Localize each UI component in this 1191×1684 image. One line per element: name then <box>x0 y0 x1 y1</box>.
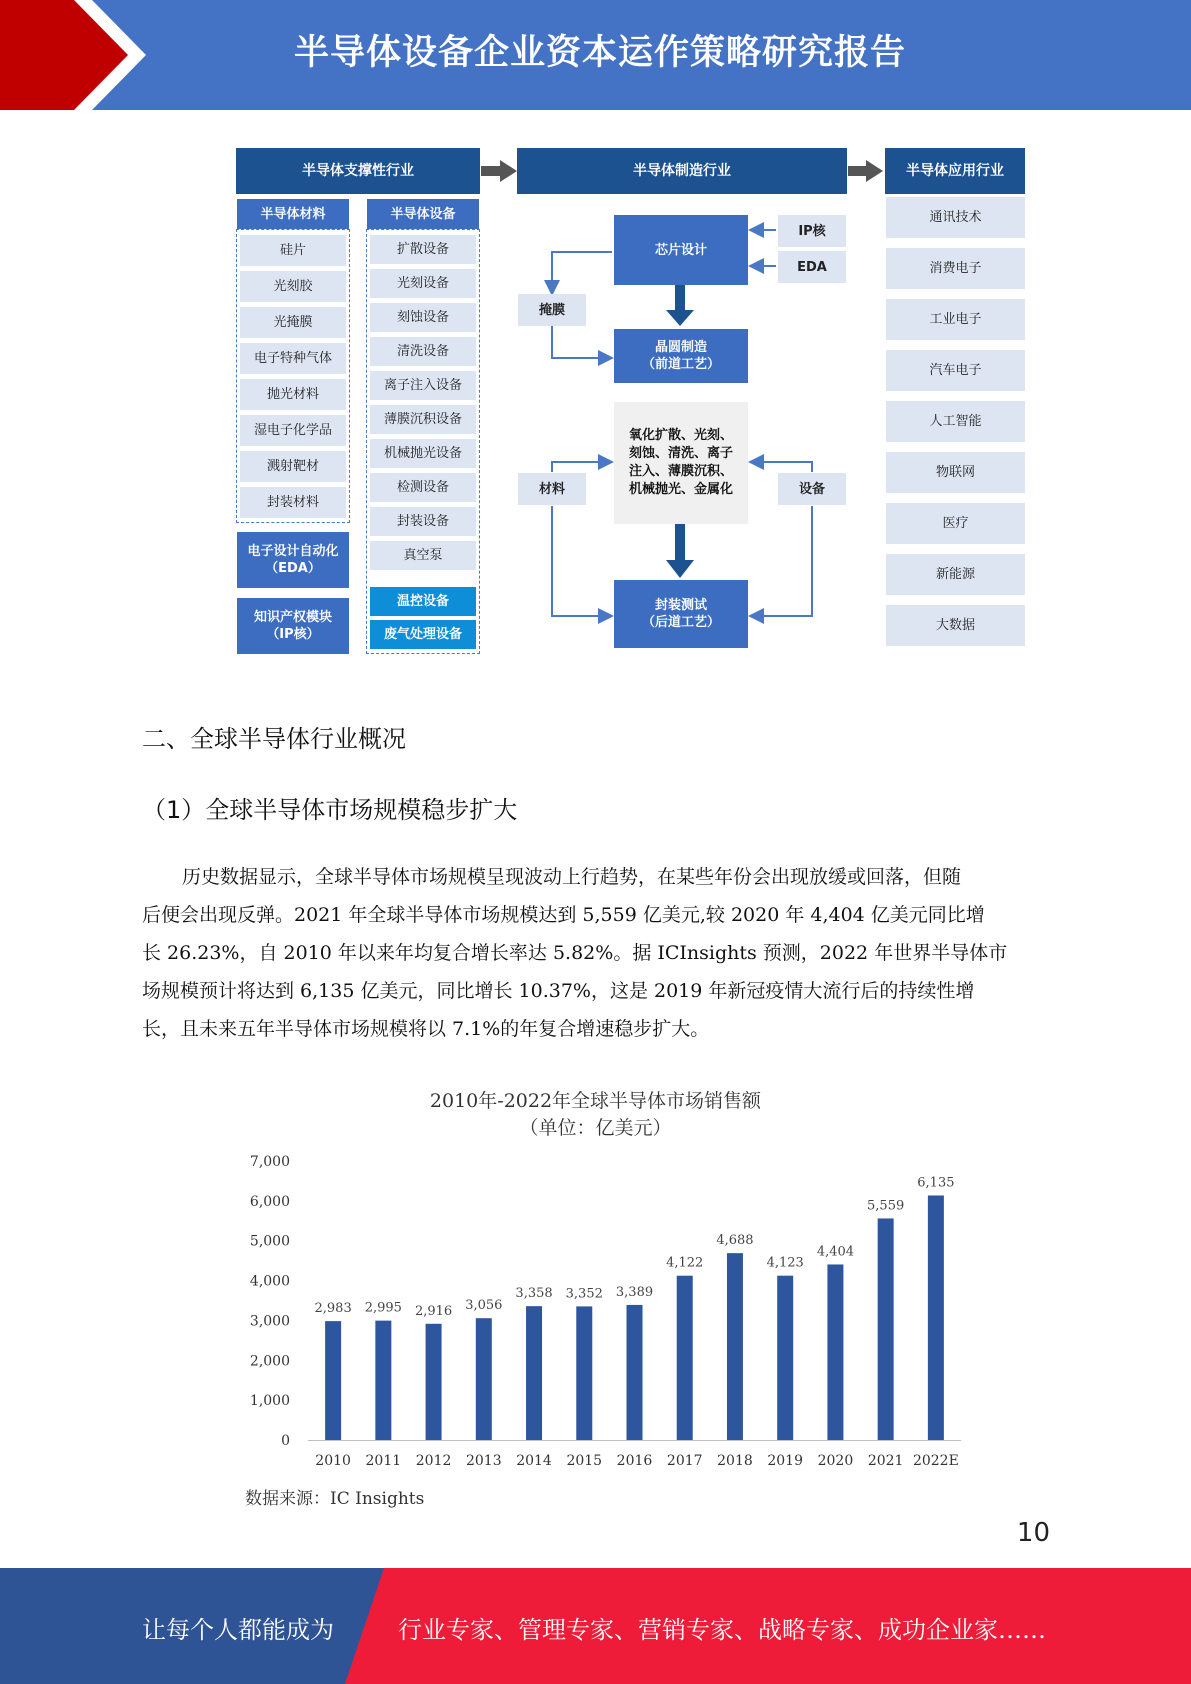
bar <box>677 1276 693 1440</box>
material-item: 抛光材料 <box>240 379 346 410</box>
paragraph-line: 后便会出现反弹。2021 年全球半导体市场规模达到 5,559 亿美元,较 2020 年 4,404 亿美元同比增 <box>142 904 985 926</box>
paragraph-line: 长，且未来五年半导体市场规模将以 7.1%的年复合增速稳步扩大。 <box>142 1018 710 1040</box>
equipment-item-highlight: 废气处理设备 <box>370 620 476 649</box>
application-item: 大数据 <box>886 605 1025 646</box>
y-tick-label: 2,000 <box>249 1353 290 1370</box>
application-item: 工业电子 <box>886 299 1025 340</box>
bar <box>325 1321 341 1440</box>
equipment-item: 检测设备 <box>370 473 476 502</box>
bar <box>526 1306 542 1440</box>
bar <box>827 1264 843 1440</box>
bar-value-label: 2,995 <box>364 1300 402 1316</box>
y-tick-label: 7,000 <box>249 1154 290 1170</box>
application-item: 消费电子 <box>886 248 1025 289</box>
equipment-item: 清洗设备 <box>370 337 476 366</box>
x-tick-label: 2016 <box>616 1453 653 1469</box>
bar <box>878 1218 894 1440</box>
material-item: 电子特种气体 <box>240 343 346 374</box>
application-item: 通讯技术 <box>886 197 1025 238</box>
eda-small-box: EDA <box>778 251 846 283</box>
ip-box: 知识产权模块 （IP核） <box>237 598 349 654</box>
equipment-item: 封装设备 <box>370 507 476 536</box>
process-steps-box: 氧化扩散、光刻、 刻蚀、清洗、离子 注入、薄膜沉积、 机械抛光、金属化 <box>614 402 748 524</box>
equipment-item: 真空泵 <box>370 541 476 570</box>
x-tick-label: 2021 <box>867 1453 904 1469</box>
support-industry-title: 半导体支撑性行业 <box>236 148 480 194</box>
bar-value-label: 4,404 <box>816 1244 855 1260</box>
y-tick-label: 4,000 <box>249 1273 290 1290</box>
equipment-label-box: 设备 <box>778 473 846 505</box>
bar-value-label: 3,358 <box>515 1286 553 1302</box>
x-tick-label: 2013 <box>465 1453 502 1469</box>
bar <box>375 1321 391 1440</box>
bar <box>727 1253 743 1440</box>
header-title: 半导体设备企业资本运作策略研究报告 <box>293 33 906 73</box>
chart-source: 数据来源：IC Insights <box>245 1489 425 1509</box>
paragraph-line: 历史数据显示，全球半导体市场规模呈现波动上行趋势，在某些年份会出现放缓或回落，但随 <box>182 866 962 888</box>
manufacturing-industry-title: 半导体制造行业 <box>517 148 847 194</box>
x-tick-label: 2017 <box>666 1453 703 1469</box>
bar-value-label: 3,056 <box>465 1298 503 1314</box>
material-item: 溅射靶材 <box>240 451 346 482</box>
x-tick-label: 2012 <box>415 1453 452 1469</box>
application-item: 医疗 <box>886 503 1025 544</box>
material-item: 硅片 <box>240 235 346 266</box>
section-subheading: （1）全球半导体市场规模稳步扩大 <box>142 796 518 824</box>
equipment-title: 半导体设备 <box>367 199 479 229</box>
material-item: 湿电子化学品 <box>240 415 346 446</box>
equipment-item-highlight: 温控设备 <box>370 587 476 616</box>
bar-value-label: 2,983 <box>314 1301 352 1317</box>
page-number: 10 <box>1016 1518 1050 1548</box>
page-footer <box>0 1568 1191 1684</box>
materials-title: 半导体材料 <box>237 199 349 229</box>
bar <box>777 1276 793 1440</box>
x-tick-label: 2022E <box>912 1453 959 1469</box>
material-label-box: 材料 <box>518 473 586 505</box>
footer-slogan-right: 行业专家、管理专家、营销专家、战略专家、成功企业家…… <box>398 1616 1046 1644</box>
eda-box: 电子设计自动化 （EDA） <box>237 532 349 588</box>
x-tick-label: 2018 <box>717 1453 753 1469</box>
section-heading: 二、全球半导体行业概况 <box>142 725 406 753</box>
mask-box: 掩膜 <box>518 294 586 326</box>
y-tick-label: 3,000 <box>249 1313 290 1330</box>
material-item: 光刻胶 <box>240 271 346 302</box>
y-tick-label: 0 <box>281 1433 290 1449</box>
bar <box>576 1306 592 1440</box>
equipment-item: 机械抛光设备 <box>370 439 476 468</box>
bar-value-label: 4,122 <box>666 1255 704 1271</box>
y-tick-label: 1,000 <box>249 1393 290 1410</box>
x-tick-label: 2015 <box>566 1453 603 1469</box>
chart-title: 2010年-2022年全球半导体市场销售额 <box>429 1090 762 1112</box>
bar-value-label: 4,688 <box>716 1233 754 1249</box>
equipment-item: 扩散设备 <box>370 235 476 264</box>
application-industry-title: 半导体应用行业 <box>885 148 1025 194</box>
footer-slogan-left: 让每个人都能成为 <box>142 1616 334 1644</box>
application-item: 新能源 <box>886 554 1025 595</box>
bar-value-label: 5,559 <box>867 1198 905 1214</box>
material-item: 光掩膜 <box>240 307 346 338</box>
application-item: 汽车电子 <box>886 350 1025 391</box>
paragraph-line: 长 26.23%，自 2010 年以来年均复合增长率达 5.82%。据 ICInsights 预测，2022 年世界半导体市 <box>142 942 1008 964</box>
bar-value-label: 6,135 <box>917 1175 955 1191</box>
packaging-testing-box: 封装测试 （后道工艺） <box>614 580 748 648</box>
equipment-item: 光刻设备 <box>370 269 476 298</box>
bar <box>627 1305 643 1440</box>
bar-value-label: 3,389 <box>615 1284 654 1300</box>
y-tick-label: 6,000 <box>249 1193 290 1210</box>
bar <box>426 1324 442 1440</box>
wafer-manufacturing-box: 晶圆制造 （前道工艺） <box>614 329 748 383</box>
equipment-item: 刻蚀设备 <box>370 303 476 332</box>
bar-value-label: 4,123 <box>766 1255 804 1271</box>
x-tick-label: 2010 <box>315 1453 351 1469</box>
bar-value-label: 2,916 <box>414 1303 453 1319</box>
x-tick-label: 2019 <box>767 1453 804 1469</box>
application-item: 人工智能 <box>886 401 1025 442</box>
x-tick-label: 2011 <box>365 1453 402 1469</box>
ip-core-box: IP核 <box>778 215 846 247</box>
y-tick-label: 5,000 <box>249 1233 290 1250</box>
equipment-item: 薄膜沉积设备 <box>370 405 476 434</box>
chip-design-box: 芯片设计 <box>614 215 748 285</box>
application-item: 物联网 <box>886 452 1025 493</box>
x-tick-label: 2014 <box>516 1453 552 1469</box>
bar-value-label: 3,352 <box>565 1286 603 1302</box>
material-item: 封装材料 <box>240 487 346 518</box>
chart-subtitle: （单位：亿美元） <box>519 1117 672 1139</box>
equipment-item: 离子注入设备 <box>370 371 476 400</box>
bar <box>928 1195 944 1440</box>
paragraph-line: 场规模预计将达到 6,135 亿美元，同比增长 10.37%，这是 2019 年新冠疫情大流行后的持续性增 <box>142 980 975 1002</box>
bar <box>476 1318 492 1440</box>
x-tick-label: 2020 <box>817 1453 854 1469</box>
